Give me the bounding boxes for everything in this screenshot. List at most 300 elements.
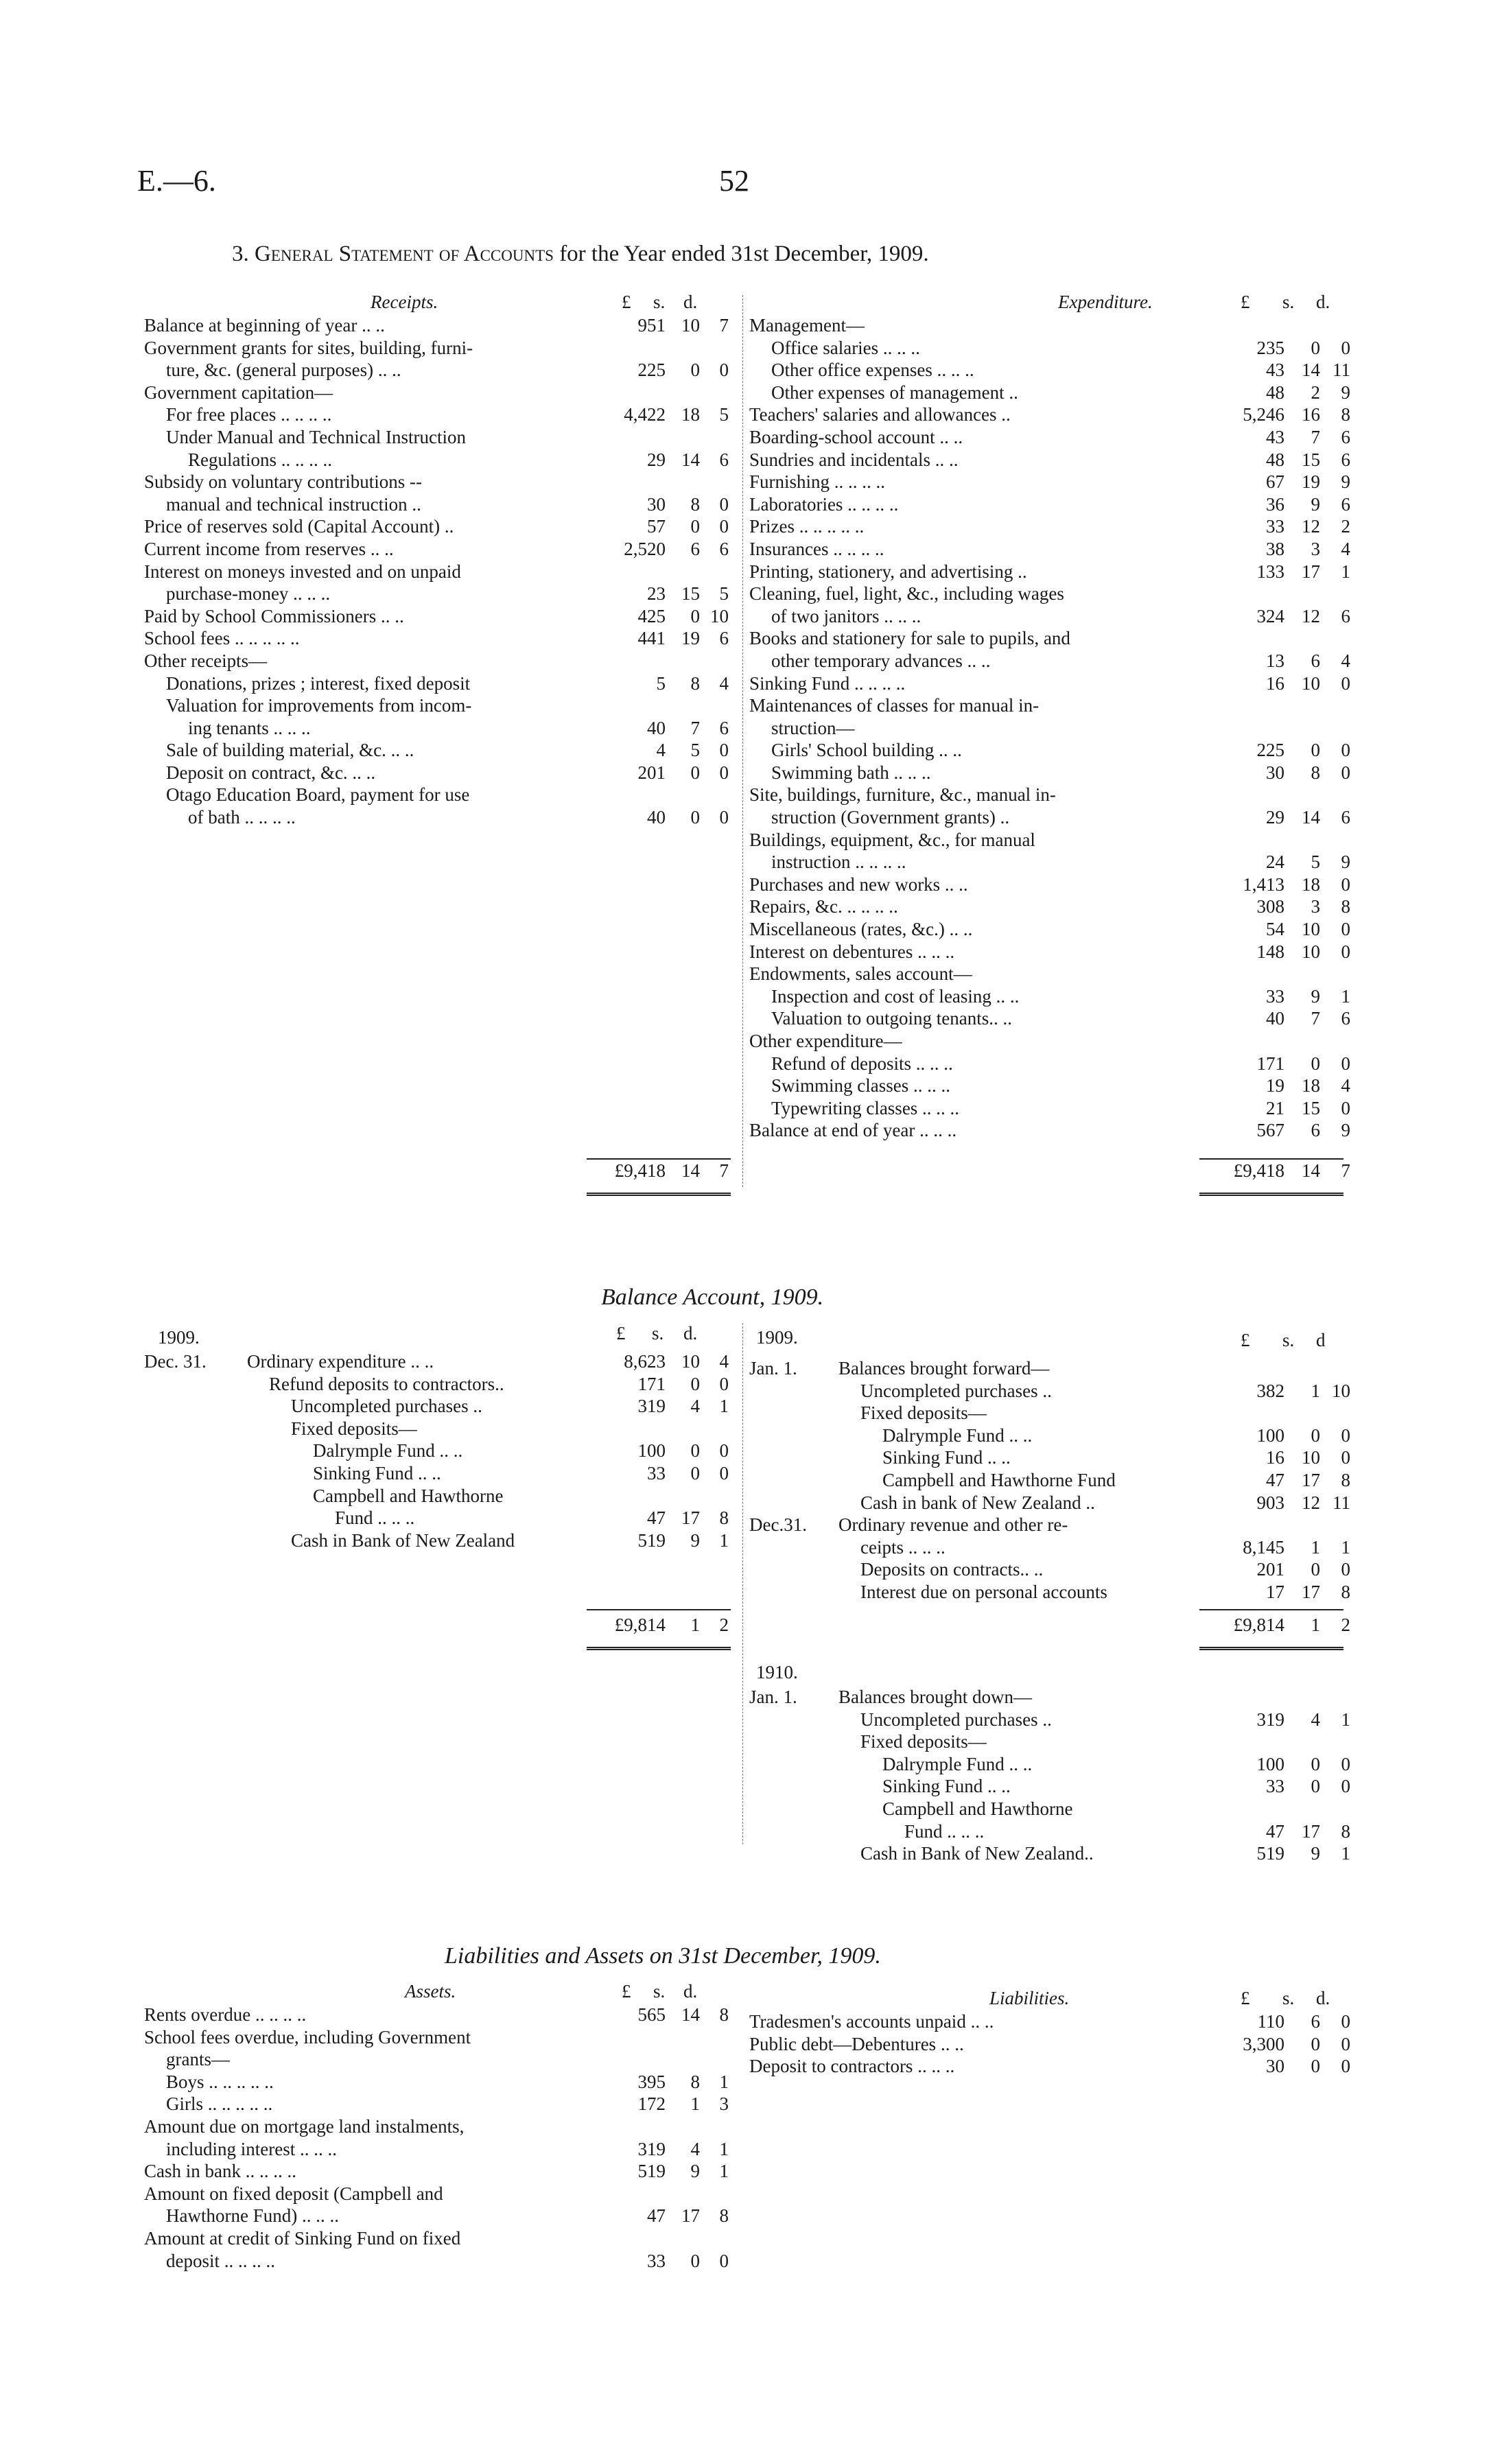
amount-shillings: 6 [1311, 650, 1320, 671]
ledger-label: Deposit on contract, &c. .. .. [166, 762, 376, 783]
amount-shillings: 17 [681, 2205, 700, 2227]
ledger-label: manual and technical instruction .. [166, 493, 421, 515]
ledger-label: Furnishing .. .. .. .. [749, 471, 886, 493]
amount-pence: 4 [1341, 650, 1350, 671]
statement-title [232, 242, 929, 267]
assets-heading: Assets. [405, 1981, 456, 2002]
ledger-label: Sinking Fund .. .. [882, 1447, 1011, 1468]
amount-shillings: 0 [1311, 1559, 1320, 1580]
amount-pence: 0 [719, 493, 729, 515]
amount-pounds: 33 [647, 1462, 666, 1483]
amount-pence: 1 [1341, 985, 1350, 1007]
ledger-label: Paid by School Commissioners .. .. [144, 605, 404, 626]
amount-pence: 1 [719, 2161, 729, 2182]
amount-shillings: 0 [690, 1373, 700, 1394]
amount-shillings: 15 [1302, 449, 1320, 470]
ledger-row [749, 895, 1350, 918]
amount-pence: 0 [1341, 337, 1350, 358]
shilling-header: s. [652, 1323, 664, 1344]
amount-shillings: 19 [1302, 471, 1320, 493]
amount-pounds: 33 [1266, 516, 1284, 537]
balance-left-total [144, 1614, 734, 1636]
ledger-label: grants— [166, 2049, 230, 2070]
ledger-label: Purchases and new works .. .. [749, 873, 968, 895]
ledger-label: Refund deposits to contractors.. [269, 1373, 504, 1394]
ledger-row [144, 2250, 734, 2273]
ledger-label: Cash in bank .. .. .. .. [144, 2161, 296, 2182]
amount-shillings: 18 [1302, 1075, 1320, 1096]
ledger-row [749, 382, 1350, 404]
ledger-label: Sale of building material, &c. .. .. [166, 740, 414, 761]
ledger-row [749, 963, 1339, 985]
ledger-label: instruction .. .. .. .. [771, 852, 906, 873]
amount-pounds: 133 [1256, 561, 1284, 582]
amount-shillings: 15 [681, 583, 700, 605]
ledger-row [144, 2093, 734, 2115]
amount-pounds: 225 [1256, 740, 1284, 761]
ledger-row [749, 1097, 1350, 1120]
ledger-label: Balance at end of year .. .. .. [749, 1120, 957, 1141]
ledger-row [749, 449, 1350, 471]
ledger-label: Cash in Bank of New Zealand.. [860, 1843, 1094, 1864]
amount-pounds: 47 [647, 1507, 666, 1529]
amount-pence: 7 [719, 315, 729, 336]
ledger-label: Ordinary expenditure .. .. [247, 1351, 434, 1372]
balance-left-total-row [144, 1614, 734, 1636]
amount-shillings: 8 [690, 493, 700, 515]
amount-pence: 8 [719, 2004, 729, 2025]
ledger-label: Refund of deposits .. .. .. [771, 1053, 953, 1074]
ledger-label: Government capitation— [144, 382, 333, 403]
receipts-table [144, 314, 734, 829]
ledger-row [144, 605, 734, 628]
amount-pence: 9 [1341, 852, 1350, 873]
ledger-row [749, 403, 1350, 426]
ledger-row [144, 2026, 734, 2049]
ledger-row [749, 1709, 1350, 1731]
amount-pounds: 100 [637, 1440, 666, 1462]
amount-pounds: 225 [637, 360, 666, 381]
amount-pounds: 308 [1256, 896, 1284, 917]
balance-left-year: 1909. [158, 1327, 200, 1348]
total-pence: 7 [719, 1160, 729, 1181]
amount-pence: 0 [719, 2250, 729, 2271]
pound-header: £ [1241, 1988, 1250, 2008]
ledger-row [749, 650, 1350, 672]
ledger-row [144, 426, 734, 449]
ledger-label: ing tenants .. .. .. [188, 717, 311, 738]
total-pence: 2 [719, 1615, 729, 1635]
amount-shillings: 0 [1311, 337, 1320, 358]
amount-shillings: 10 [1302, 672, 1320, 694]
ledger-row [144, 2115, 734, 2138]
amount-shillings: 0 [1311, 1753, 1320, 1774]
amount-pounds: 33 [647, 2250, 666, 2271]
amount-shillings: 10 [1302, 941, 1320, 962]
ledger-row [144, 627, 734, 650]
shilling-header: s. [1282, 1988, 1295, 2008]
ledger-label: Current income from reserves .. .. [144, 538, 394, 559]
ledger-row [749, 1686, 1339, 1709]
amount-pounds: 565 [637, 2004, 666, 2025]
amount-pounds: 201 [1256, 1559, 1284, 1580]
amount-shillings: 10 [681, 1351, 700, 1372]
pound-header: £ [1241, 1330, 1250, 1350]
amount-pence: 6 [719, 538, 729, 559]
ledger-row [144, 2160, 734, 2183]
ledger-row [144, 717, 734, 740]
amount-pounds: 519 [637, 1529, 666, 1551]
document-code: E.—6. [137, 164, 216, 198]
balance-left-table [144, 1350, 734, 1551]
amount-shillings: 8 [1311, 762, 1320, 783]
ledger-label: Balances brought forward— [838, 1358, 1050, 1378]
amount-pence: 6 [719, 717, 729, 738]
amount-shillings: 17 [1302, 1581, 1320, 1602]
ledger-row [749, 1514, 1339, 1536]
ledger-label: Other expenditure— [749, 1031, 902, 1051]
amount-shillings: 9 [1311, 985, 1320, 1007]
ledger-label: Fixed deposits— [860, 1403, 987, 1424]
expenditure-total-double-rule [1199, 1193, 1343, 1196]
ledger-row [749, 1424, 1350, 1447]
ledger-row [144, 1485, 734, 1507]
ledger-label: Tradesmen's accounts unpaid .. .. [749, 2011, 994, 2032]
amount-pence: 8 [1341, 1820, 1350, 1842]
amount-pence: 0 [1341, 2033, 1350, 2054]
amount-shillings: 1 [1311, 1536, 1320, 1558]
amount-shillings: 17 [1302, 561, 1320, 582]
amount-shillings: 14 [1302, 360, 1320, 381]
pence-header: d. [1316, 1988, 1330, 2008]
ledger-label: School fees .. .. .. .. .. [144, 628, 300, 649]
ledger-row [749, 1798, 1339, 1820]
expenditure-table [749, 314, 1350, 1142]
total-pence: 7 [1341, 1160, 1350, 1181]
liabilities-table [749, 2010, 1350, 2078]
amount-pounds: 19 [1266, 1075, 1284, 1096]
amount-pence: 4 [1341, 538, 1350, 559]
ledger-label: Teachers' salaries and allowances .. [749, 404, 1011, 425]
receipts-total [144, 1160, 734, 1182]
amount-shillings: 5 [690, 740, 700, 761]
ledger-label: of bath .. .. .. .. [188, 807, 296, 828]
ledger-row [749, 2010, 1350, 2033]
amount-shillings: 14 [1302, 807, 1320, 828]
amount-pounds: 951 [637, 315, 666, 336]
amount-pounds: 48 [1266, 382, 1284, 403]
amount-pence: 0 [719, 516, 729, 537]
ledger-label: Laboratories .. .. .. .. [749, 493, 899, 515]
amount-pence: 9 [1341, 471, 1350, 493]
ledger-row [749, 627, 1339, 650]
amount-shillings: 17 [681, 1507, 700, 1529]
amount-pence: 10 [1332, 1380, 1350, 1401]
ledger-row [144, 493, 734, 516]
amount-pence: 0 [1341, 672, 1350, 694]
ledger-row [749, 941, 1350, 963]
pence-header: d. [683, 1981, 698, 2002]
ledger-row [749, 1730, 1339, 1753]
amount-pounds: 40 [647, 717, 666, 738]
amount-pounds: 47 [1266, 1820, 1284, 1842]
ledger-label: Government grants for sites, building, furni- [144, 337, 473, 358]
balance-right-total [749, 1614, 1350, 1636]
amount-pence: 0 [719, 740, 729, 761]
balance-left-rule [587, 1609, 731, 1610]
amount-pence: 4 [719, 672, 729, 694]
amount-shillings: 0 [690, 516, 700, 537]
amount-pence: 1 [719, 2071, 729, 2092]
ledger-row [749, 1820, 1350, 1843]
amount-pence: 0 [719, 762, 729, 783]
ledger-row [749, 784, 1339, 806]
ledger-row [749, 337, 1350, 360]
amount-pounds: 201 [637, 762, 666, 783]
ledger-label: Amount due on mortgage land instalments, [144, 2115, 465, 2137]
liabilities-heading: Liabilities. [989, 1988, 1070, 2008]
ledger-date: Dec.31. [749, 1514, 807, 1536]
ledger-row [749, 314, 1339, 337]
amount-pence: 0 [1341, 1753, 1350, 1774]
amount-pounds: 100 [1256, 1424, 1284, 1446]
ledger-label: Deposit to contractors .. .. .. [749, 2056, 955, 2077]
amount-pence: 1 [719, 2138, 729, 2159]
ledger-label: Campbell and Hawthorne [313, 1485, 504, 1506]
amount-shillings: 3 [1311, 896, 1320, 917]
ledger-label: Rents overdue .. .. .. .. [144, 2004, 307, 2025]
ledger-row [749, 762, 1350, 784]
amount-pence: 8 [719, 1507, 729, 1529]
amount-shillings: 14 [681, 449, 700, 470]
amount-pence: 1 [719, 1529, 729, 1551]
ledger-row [749, 739, 1350, 762]
amount-pence: 3 [719, 2093, 729, 2115]
amount-pounds: 38 [1266, 538, 1284, 559]
amount-shillings: 12 [1302, 516, 1320, 537]
amount-shillings: 0 [1311, 1053, 1320, 1074]
ledger-row [749, 1053, 1350, 1075]
amount-pence: 0 [1341, 2056, 1350, 2077]
amount-shillings: 0 [690, 2250, 700, 2271]
ledger-row [749, 1075, 1350, 1097]
amount-shillings: 7 [1311, 426, 1320, 447]
ledger-label: Deposits on contracts.. .. [860, 1559, 1044, 1580]
balance-right-total-row [749, 1614, 1350, 1636]
amount-pence: 0 [1341, 1424, 1350, 1446]
amount-pence: 11 [1332, 1492, 1350, 1513]
ledger-row [144, 359, 734, 382]
amount-pounds: 54 [1266, 919, 1284, 940]
ledger-label: Interest on debentures .. .. .. [749, 941, 955, 962]
ledger-label: ture, &c. (general purposes) .. .. [166, 360, 401, 381]
ledger-date: Jan. 1. [749, 1687, 797, 1707]
ledger-label: Valuation to outgoing tenants.. .. [771, 1008, 1012, 1029]
ledger-label: Cash in Bank of New Zealand [291, 1529, 515, 1551]
ledger-row [144, 382, 734, 404]
amount-pence: 0 [1341, 740, 1350, 761]
ledger-label: Insurances .. .. .. .. [749, 538, 884, 559]
amount-pence: 6 [1341, 1008, 1350, 1029]
ledger-label: Boarding-school account .. .. [749, 426, 963, 447]
shilling-header: s. [653, 292, 666, 312]
ledger-label: Fund .. .. .. [335, 1507, 415, 1529]
balance-right-brought-down-table [749, 1686, 1350, 1865]
ledger-label: Amount on fixed deposit (Campbell and [144, 2183, 443, 2204]
expenditure-total [749, 1160, 1350, 1182]
amount-pounds: 1,413 [1243, 873, 1284, 895]
ledger-row [144, 515, 734, 538]
ledger-row [749, 1842, 1350, 1865]
ledger-label: ceipts .. .. .. [860, 1536, 946, 1558]
shilling-header: s. [653, 1981, 666, 2002]
ledger-label: Under Manual and Technical Instruction [166, 426, 466, 447]
ledger-row [144, 1395, 734, 1418]
total-pounds: £9,418 [614, 1160, 666, 1181]
ledger-row [749, 515, 1350, 538]
ledger-label: Typewriting classes .. .. .. [771, 1097, 960, 1118]
amount-pounds: 40 [647, 807, 666, 828]
ledger-row [749, 1119, 1350, 1142]
amount-pence: 0 [1341, 2011, 1350, 2032]
ledger-label: Balance at beginning of year .. .. [144, 315, 385, 336]
page-number: 52 [719, 164, 749, 198]
amount-pence: 11 [1332, 360, 1350, 381]
ledger-label: Regulations .. .. .. .. [188, 449, 332, 470]
amount-shillings: 0 [690, 762, 700, 783]
ledger-row [144, 583, 734, 605]
amount-pence: 0 [1341, 919, 1350, 940]
amount-pounds: 235 [1256, 337, 1284, 358]
amount-pounds: 2,520 [624, 538, 666, 559]
amount-pence: 1 [1341, 1536, 1350, 1558]
amount-pounds: 519 [637, 2161, 666, 2182]
total-shillings: 14 [681, 1160, 700, 1181]
amount-pounds: 47 [1266, 1469, 1284, 1490]
ledger-row [144, 2004, 734, 2026]
balance-account-title: Balance Account, 1909. [601, 1284, 824, 1310]
pence-header: d. [683, 1323, 698, 1344]
amount-pence: 1 [1341, 1709, 1350, 1730]
amount-pence: 5 [719, 404, 729, 425]
ledger-row [749, 672, 1350, 695]
amount-pounds: 567 [1256, 1120, 1284, 1141]
amount-pounds: 100 [1256, 1753, 1284, 1774]
ledger-row [749, 694, 1339, 717]
ledger-row [749, 1581, 1350, 1604]
ledger-label: Valuation for improvements from incom- [166, 695, 472, 716]
column-divider [742, 295, 743, 1187]
amount-shillings: 9 [690, 2161, 700, 2182]
pound-header: £ [622, 292, 631, 312]
amount-pence: 10 [710, 605, 729, 626]
amount-pounds: 425 [637, 605, 666, 626]
total-pounds: £9,418 [1233, 1160, 1284, 1181]
amount-pence: 9 [1341, 382, 1350, 403]
amount-pounds: 67 [1266, 471, 1284, 493]
ledger-row [749, 538, 1350, 561]
amount-pence: 0 [1341, 1447, 1350, 1468]
amount-shillings: 19 [681, 628, 700, 649]
amount-shillings: 4 [1311, 1709, 1320, 1730]
ledger-row [144, 403, 734, 426]
ledger-row [144, 538, 734, 561]
total-shillings: 1 [1311, 1615, 1320, 1635]
ledger-row [144, 561, 734, 583]
ledger-label: Site, buildings, furniture, &c., manual in- [749, 784, 1056, 806]
ledger-row [144, 2071, 734, 2093]
ledger-row [749, 1446, 1350, 1469]
ledger-row [144, 1350, 734, 1373]
amount-pounds: 16 [1266, 1447, 1284, 1468]
ledger-row [144, 1529, 734, 1552]
amount-pounds: 5 [656, 672, 666, 694]
ledger-row [144, 1462, 734, 1485]
ledger-label: Hawthorne Fund) .. .. .. [166, 2205, 339, 2227]
ledger-label: Interest due on personal accounts [860, 1581, 1107, 1602]
ledger-label: Miscellaneous (rates, &c.) .. .. [749, 919, 973, 940]
amount-shillings: 8 [690, 2071, 700, 2092]
ledger-label: Ordinary revenue and other re- [838, 1514, 1068, 1536]
amount-pence: 8 [1341, 404, 1350, 425]
amount-pence: 5 [719, 583, 729, 605]
ledger-row [749, 806, 1350, 829]
ledger-row [144, 2205, 734, 2227]
amount-pounds: 33 [1266, 985, 1284, 1007]
ledger-label: Campbell and Hawthorne Fund [882, 1469, 1116, 1490]
ledger-label: Public debt—Debentures .. .. [749, 2033, 964, 2054]
ledger-label: Books and stationery for sale to pupils, and [749, 628, 1070, 649]
ledger-row [749, 1492, 1350, 1514]
ledger-row [144, 2138, 734, 2161]
amount-pounds: 30 [1266, 2056, 1284, 2077]
ledger-label: Sinking Fund .. .. [313, 1462, 441, 1483]
amount-shillings: 0 [1311, 1776, 1320, 1797]
amount-shillings: 4 [690, 1396, 700, 1417]
amount-pence: 8 [1341, 896, 1350, 917]
amount-shillings: 7 [690, 717, 700, 738]
amount-pence: 0 [1341, 1053, 1350, 1074]
amount-shillings: 0 [1311, 2033, 1320, 2054]
shilling-header: s. [1282, 292, 1295, 312]
ledger-label: Balances brought down— [838, 1687, 1032, 1707]
ledger-label: Cash in bank of New Zealand .. [860, 1492, 1095, 1513]
amount-pence: 0 [1341, 873, 1350, 895]
amount-shillings: 9 [690, 1529, 700, 1551]
ledger-label: Printing, stationery, and advertising .. [749, 561, 1027, 582]
ledger-row [144, 739, 734, 762]
ledger-label: Other office expenses .. .. .. [771, 360, 974, 381]
ledger-row [144, 1418, 734, 1440]
amount-pounds: 16 [1266, 672, 1284, 694]
ledger-label: Sinking Fund .. .. .. .. [749, 672, 906, 694]
amount-pounds: 33 [1266, 1776, 1284, 1797]
ledger-date: Dec. 31. [144, 1351, 207, 1372]
amount-shillings: 0 [1311, 740, 1320, 761]
amount-pence: 2 [1341, 516, 1350, 537]
ledger-label: Inspection and cost of leasing .. .. [771, 985, 1020, 1007]
amount-shillings: 0 [690, 1440, 700, 1462]
amount-pounds: 324 [1256, 605, 1284, 626]
amount-pounds: 5,246 [1243, 404, 1284, 425]
ledger-row [749, 1775, 1350, 1798]
balance-divider [742, 1323, 743, 1844]
ledger-row [749, 2033, 1350, 2056]
amount-shillings: 0 [690, 807, 700, 828]
amount-pounds: 441 [637, 628, 666, 649]
ledger-row [144, 2227, 734, 2250]
amount-shillings: 9 [1311, 1843, 1320, 1864]
